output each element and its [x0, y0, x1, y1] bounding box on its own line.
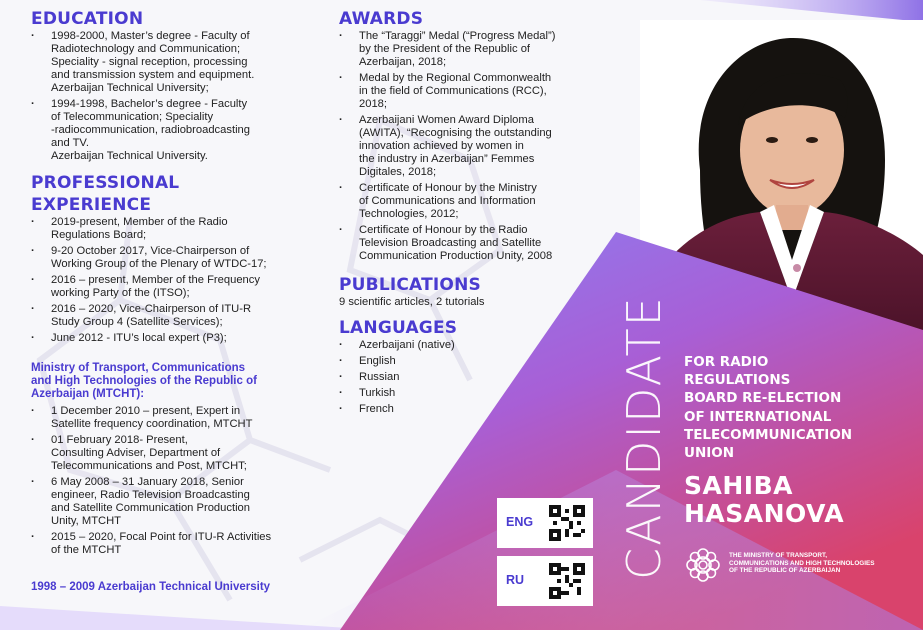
top-ribbon: [700, 0, 923, 22]
list-item: · 1 December 2010 – present, Expert in Satellite frequency coordination, MTCHT: [31, 405, 331, 431]
candidate-first-name: SAHIBA: [684, 471, 793, 500]
list-item: · Turkish: [339, 387, 624, 400]
list-item: · Certificate of Honour by the Ministry of Communications and Information Technologies, 2012;: [339, 182, 624, 221]
experience-heading-line2: EXPERIENCE: [31, 195, 152, 215]
experience-heading-line1: PROFESSIONAL: [31, 173, 180, 193]
left-column: [31, 8, 331, 560]
list-item: · 2015 – 2020, Focal Point for ITU-R Activities of the MTCHT: [31, 531, 331, 557]
qr-ru-label: RU: [506, 573, 525, 587]
experience-heading: [31, 172, 331, 216]
ministry-heading: Ministry of Transport, Communications and High Technologies of the Republic of Azerbaijan (MTCHT):: [31, 362, 257, 400]
education-list: [31, 30, 331, 163]
ministry-emblem-icon: [684, 546, 722, 584]
candidate-last-name: HASANOVA: [684, 499, 845, 528]
qr-code-icon: [549, 563, 585, 599]
awards-list: [339, 30, 624, 263]
publications-heading: PUBLICATIONS: [339, 275, 481, 295]
middle-column: [339, 8, 624, 419]
list-item: · Certificate of Honour by the Radio Television Broadcasting and Satellite Communication Production Unity, 2008: [339, 224, 624, 263]
candidacy-description: FOR RADIO REGULATIONS BOARD RE-ELECTION OF INTERNATIONAL TELECOMMUNICATION UNION: [684, 354, 853, 462]
list-item: · 1994-1998, Bachelor’s degree - Faculty of Telecommunication; Speciality -radiocommunication, radiobroadcasting and TV. Azerbaijan Technical University.: [31, 98, 331, 163]
list-item: · Azerbaijani Women Award Diploma (AWITA), “Recognising the outstanding innovation achieved by women in the industry in Azerbaijan” Femmes Digitales, 2018;: [339, 114, 624, 179]
list-item: · June 2012 - ITU’s local expert (P3);: [31, 332, 331, 345]
candidate-name: [684, 472, 844, 528]
list-item: · French: [339, 403, 624, 416]
list-item: · 2016 – 2020, Vice-Chairperson of ITU-R Study Group 4 (Satellite Services);: [31, 303, 331, 329]
experience-list: [31, 216, 331, 345]
awards-heading: AWARDS: [339, 9, 424, 29]
list-item: · Russian: [339, 371, 624, 384]
list-item: · 6 May 2008 – 31 January 2018, Senior engineer, Radio Television Broadcasting and Satellite Communication Production Unity, MTCHT: [31, 476, 331, 528]
list-item: · Azerbaijani (native): [339, 339, 624, 352]
university-footer: 1998 – 2009 Azerbaijan Technical University: [31, 581, 271, 593]
list-item: · 2016 – present, Member of the Frequency working Party of the (ITSO);: [31, 274, 331, 300]
candidate-vertical-title: CANDIDATE: [617, 295, 671, 580]
education-heading: EDUCATION: [31, 9, 144, 29]
list-item: · The “Taraggi” Medal (“Progress Medal”) by the President of the Republic of Azerbaijan, 2018;: [339, 30, 624, 69]
qr-eng-label: ENG: [506, 515, 534, 529]
qr-code-icon: [549, 505, 585, 541]
list-item: · 1998-2000, Master’s degree - Faculty of Radiotechnology and Communication; Speciality - signal reception, processing and transmission system and equipment. Azerbaijan Technical University;: [31, 30, 331, 95]
list-item: · Medal by the Regional Commonwealth in the field of Communications (RCC), 2018;: [339, 72, 624, 111]
qr-ru[interactable]: [497, 556, 593, 606]
list-item: · 9-20 October 2017, Vice-Chairperson of Working Group of the Plenary of WTDC-17;: [31, 245, 331, 271]
languages-heading: LANGUAGES: [339, 318, 458, 338]
ministry-caption: THE MINISTRY OF TRANSPORT, COMMUNICATIONS AND HIGH TECHNOLOGIES OF THE REPUBLIC OF AZERBAIJAN: [729, 552, 875, 575]
publications-text: 9 scientific articles, 2 tutorials: [339, 296, 485, 308]
qr-eng[interactable]: [497, 498, 593, 548]
list-item: · 2019-present, Member of the Radio Regulations Board;: [31, 216, 331, 242]
languages-list: [339, 339, 624, 416]
list-item: · English: [339, 355, 624, 368]
ministry-list: [31, 405, 331, 557]
list-item: · 01 February 2018- Present, Consulting Adviser, Department of Telecommunications and Post, MTCHT;: [31, 434, 331, 473]
